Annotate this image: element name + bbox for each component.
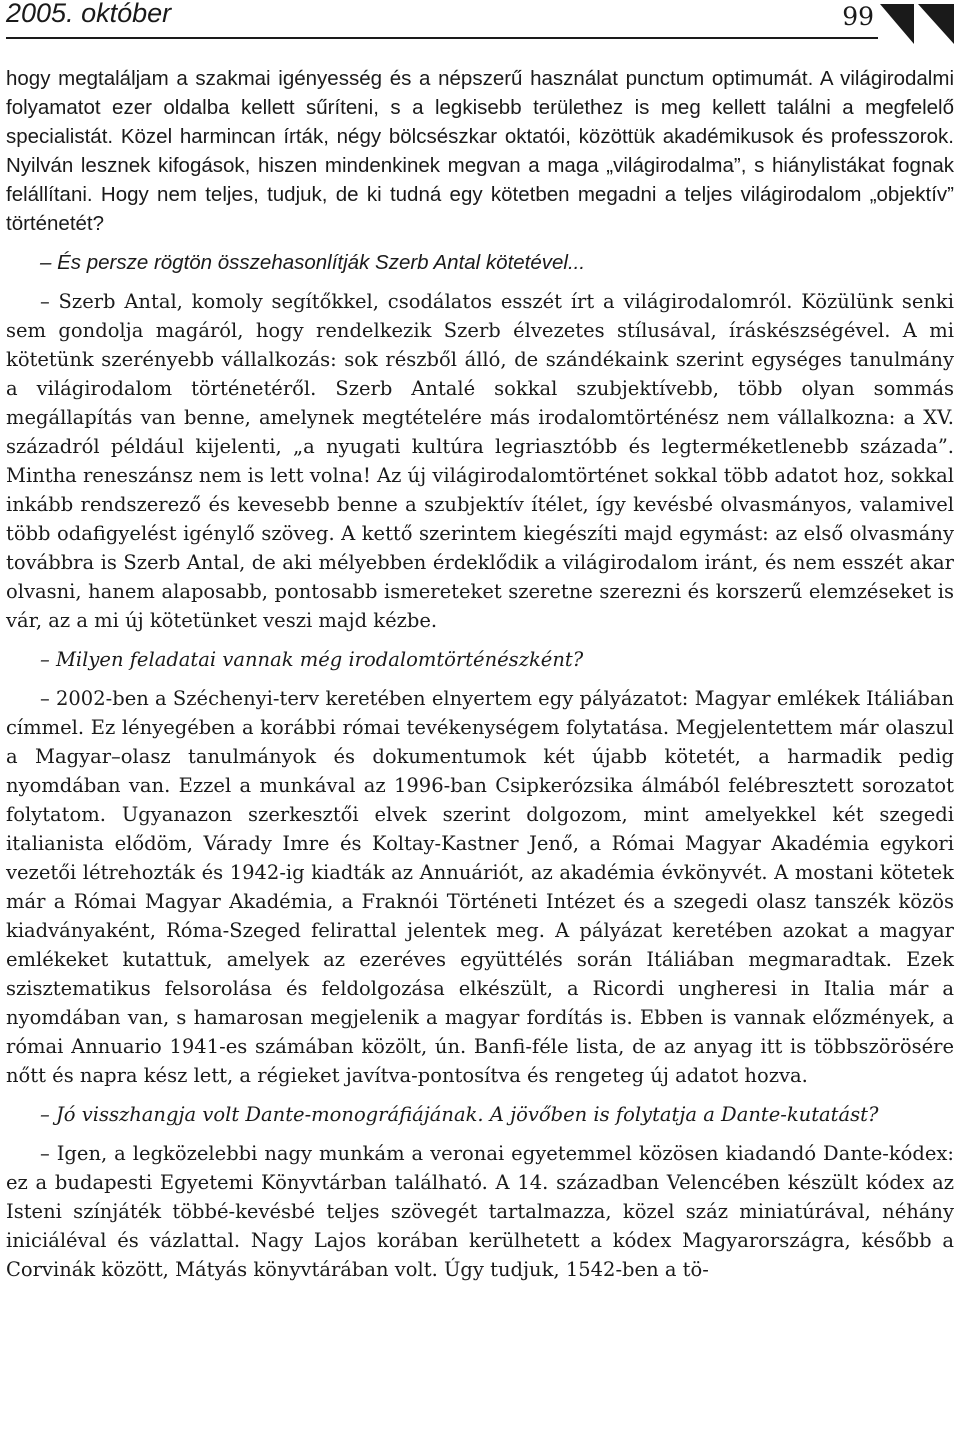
question-2: – Milyen feladatai vannak még irodalomtörténészként? [40, 648, 584, 671]
paragraph-1: hogy megtaláljam a szakmai igényesség és a népszerű használat punctum optimumát. A világirodalmi folyamatot ezer oldalba kellett sűríteni, s a legkisebb területhez is meg kellett találni a megfelelő specialistát. Közel harmincan írták, négy bölcsészkar oktatói, közöttük akadémikusok és professzorok. Nyilván lesznek kifogások, hiszen mindenkinek megvan a maga „világirodalma”, s hiánylistákat fognak felállítani. Hogy nem teljes, tudjuk, de ki tudná egy kötetben megadni a teljes világirodalom „objektív” történetét? [6, 67, 954, 235]
question-3: – Jó visszhangja volt Dante-monográfiájának. A jövőben is folytatja a Dante-kutatást? [40, 1103, 879, 1126]
article-body [6, 64, 954, 1284]
header-rule [6, 37, 878, 39]
answer-2: – 2002-ben a Széchenyi-terv keretében elnyertem egy pályázatot: Magyar emlékek Itáliában címmel. Ez lényegében a korábbi római tevékenységem folytatása. Megjelentettem már olaszul a Magyar–olasz tanulmányok és dokumentumok két újabb kötetét, a harmadik pedig nyomdában van. Ezzel a munkával az 1996-ban Csipkerózsika álmából felébresztett sorozatot folytatom. Ugyanazon szerkesztői elvek szerint dolgozom, mint amelyekkel két szegedi italianista elődöm, Várady Imre és Koltay-Kastner Jenő, a Római Magyar Akadémia egykori vezetői létrehozták és 1942-ig kiadták az Annuáriót, az akadémia évkönyvét. A mostani kötetek már a Római Magyar Akadémia, a Fraknói Történeti Intézet és a szegedi olasz tanszék közös kiadványaként, Róma-Szeged felirattal jelentek meg. A pályázat keretében azokat a magyar emlékeket kutattuk, amelyek az ezeréves együttélés során Itáliában megmaradtak. Ezek szisztematikus felsorolása és feldolgozása elkészült, a Ricordi ungheresi in Italia már a nyomdában van, s hamarosan megjelenik a magyar fordítás is. Ebben is vannak előzmények, a római Annuario 1941-es számában közölt, ún. Banfi-féle lista, de az anyag itt is többszörösére nőtt és napra kész lett, a régieket javítva-pontosítva és rengeteg új adatot hozva. [6, 687, 954, 1087]
question-1: – És persze rögtön összehasonlítják Szerb Antal kötetével... [40, 251, 586, 274]
answer-1: – Szerb Antal, komoly segítőkkel, csodálatos esszét írt a világirodalomról. Közülünk senki sem gondolja magáról, hogy rendelkezik Szerb élvezetes stílusával, íráskészségével. A mi kötetünk szerényebb vállalkozás: sok részből álló, de szándékaink szerint egységes tanulmány a világirodalom történetéről. Szerb Antalé sokkal szubjektívebb, több olyan sommás megállapítás van benne, amelynek megtételére más irodalomtörténész nem vállalkozna: a XV. századról például kijelenti, „a nyugati kultúra legriasztóbb és legterméketlenebb százada”. Mintha reneszánsz nem is lett volna! Az új világirodalomtörténet sokkal több adatot hoz, sokkal inkább rendszerező és kevesebb benne a szubjektív ítélet, így kevésbé olvasmányos, valamivel több odafigyelést igénylő szöveg. A kettő szerintem kiegészíti majd egymást: az első olvasmány továbbra is Szerb Antal, de aki mélyebben érdeklődik a világirodalom iránt, és nem esszét akar olvasni, hanem alaposabb, pontosabb ismereteket szeretne szerezni és korszerű elemzéseket is vár, az a mi új kötetünket veszi majd kézbe. [6, 290, 954, 632]
page-number: 99 [842, 2, 874, 31]
page-header [6, 0, 954, 44]
header-date: 2005. október [6, 0, 172, 28]
page-corner-icon [880, 4, 954, 44]
answer-3: – Igen, a legközelebbi nagy munkám a veronai egyetemmel közösen kiadandó Dante-kódex: ez a budapesti Egyetemi Könyvtárban található. A 14. században Velencében készült kódex az Isteni színjáték többé-kevésbé teljes szövegét tartalmazza, közel száz miniatúrával, néhány iniciáléval és vázlattal. Nagy Lajos korában kerülhetett a kódex Magyarországra, később a Corvinák között, Mátyás könyvtárában volt. Úgy tudjuk, 1542-ben a tö- [6, 1142, 954, 1281]
